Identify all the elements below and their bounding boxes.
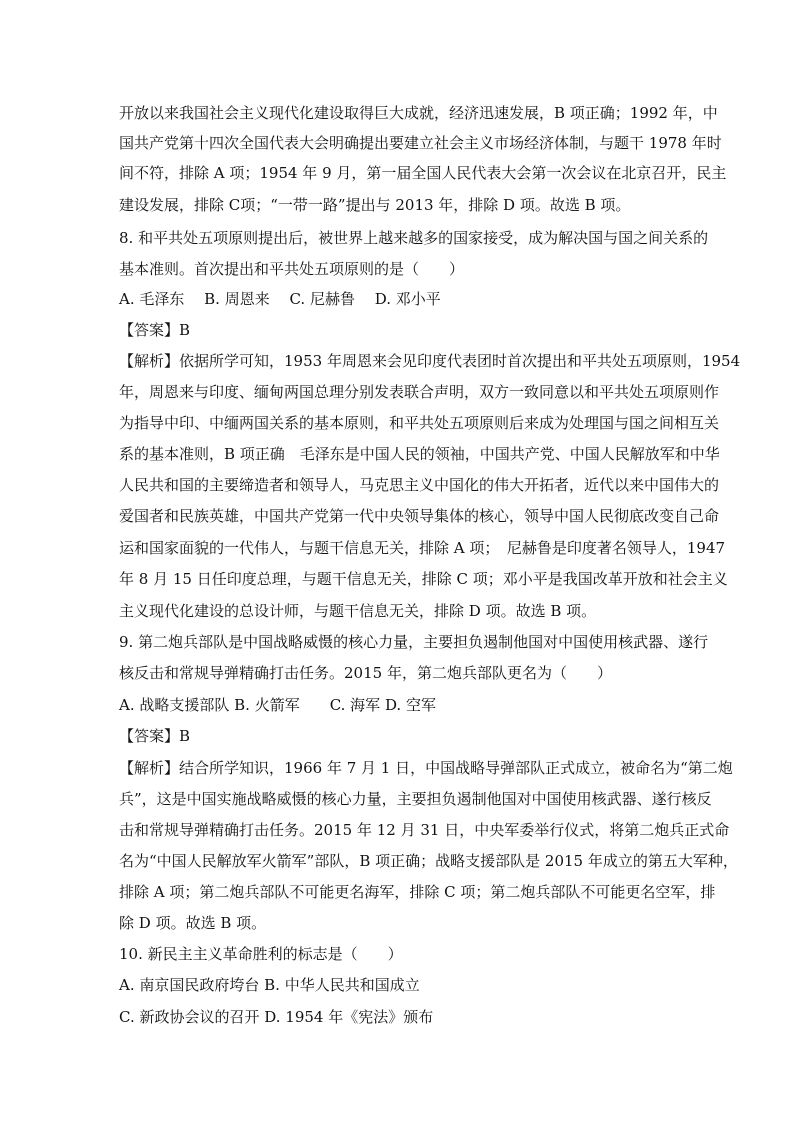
analysis-line: 系的基本准则，B 项正确 毛泽东是中国人民的领袖，中国共产党、中国人民解放军和中华 <box>119 445 720 463</box>
text-line: 开放以来我国社会主义现代化建设取得巨大成就，经济迅速发展，B 项正确；1992 年，中 <box>119 104 718 122</box>
question-10-stem: 10. 新民主主义革命胜利的标志是（ ） <box>119 945 403 963</box>
analysis-line: 【解析】依据所学可知，1953 年周恩来会见印度代表团时首次提出和平共处五项原则，1954 <box>119 352 741 370</box>
question-9-stem-cont: 核反击和常规导弹精确打击任务。2015 年，第二炮兵部队更名为（ ） <box>119 664 612 682</box>
analysis-line: 年 8 月 15 日任印度总理，与题干信息无关，排除 C 项；邓小平是我国改革开放和社会主义 <box>119 570 728 588</box>
analysis-line: 除 D 项。故选 B 项。 <box>119 914 267 932</box>
text-line: 建设发展，排除 C项；“一带一路”提出与 2013 年，排除 D 项。故选 B 项。 <box>119 196 631 214</box>
analysis-line: 主义现代化建设的总设计师，与题干信息无关，排除 D 项。故选 B 项。 <box>119 602 597 620</box>
question-8-stem: 8. 和平共处五项原则提出后，被世界上越来越多的国家接受，成为解决国与国之间关系的 <box>119 229 709 247</box>
analysis-line: 排除 A 项；第二炮兵部队不可能更名海军，排除 C 项；第二炮兵部队不可能更名空军，排 <box>119 883 716 901</box>
analysis-line: 为指导中印、中缅两国关系的基本原则，和平共处五项原则后来成为处理国与国之间相互关 <box>119 414 720 432</box>
analysis-line: 人民共和国的主要缔造者和领导人，马克思主义中国化的伟大开拓者，近代以来中国伟大的 <box>119 476 720 494</box>
text-line: 国共产党第十四次全国代表大会明确提出要建立社会主义市场经济体制，与题干 1978 年时 <box>119 134 722 152</box>
answer-label: 【答案】B <box>119 727 191 745</box>
analysis-line: 爱国者和民族英雄，中国共产党第一代中央领导集体的核心，领导中国人民彻底改变自己命 <box>119 507 720 525</box>
answer-label: 【答案】B <box>119 321 191 339</box>
analysis-line: 兵”，这是中国实施战略威慑的核心力量，主要担负遏制他国对中国使用核武器、遂行核反 <box>119 790 712 808</box>
analysis-line: 【解析】结合所学知识，1966 年 7 月 1 日，中国战略导弹部队正式成立，被命名为“第二炮 <box>119 759 733 777</box>
question-10-options: A. 南京国民政府垮台 B. 中华人民共和国成立 <box>119 976 420 994</box>
question-10-options: C. 新政协会议的召开 D. 1954 年《宪法》颁布 <box>119 1008 434 1026</box>
question-8-stem-cont: 基本准则。首次提出和平共处五项原则的是（ ） <box>119 260 465 278</box>
analysis-line: 名为“中国人民解放军火箭军”部队，B 项正确；战略支援部队是 2015 年成立的第五大军种， <box>119 852 738 870</box>
question-9-options: A. 战略支援部队 B. 火箭军 C. 海军 D. 空军 <box>119 696 436 714</box>
analysis-line: 年，周恩来与印度、缅甸两国总理分别发表联合声明，双方一致同意以和平共处五项原则作 <box>119 383 720 401</box>
question-9-stem: 9. 第二炮兵部队是中国战略威慑的核心力量，主要担负遏制他国对中国使用核武器、遂行 <box>119 633 709 651</box>
question-8-options: A. 毛泽东 B. 周恩来 C. 尼赫鲁 D. 邓小平 <box>119 290 441 308</box>
text-line: 间不符，排除 A 项；1954 年 9 月，第一届全国人民代表大会第一次会议在北京召开，民主 <box>119 164 727 182</box>
analysis-line: 击和常规导弹精确打击任务。2015 年 12 月 31 日，中央军委举行仪式，将第二炮兵正式命 <box>119 821 730 839</box>
analysis-line: 运和国家面貌的一代伟人，与题干信息无关，排除 A 项； 尼赫鲁是印度著名领导人，1947 <box>119 539 726 557</box>
